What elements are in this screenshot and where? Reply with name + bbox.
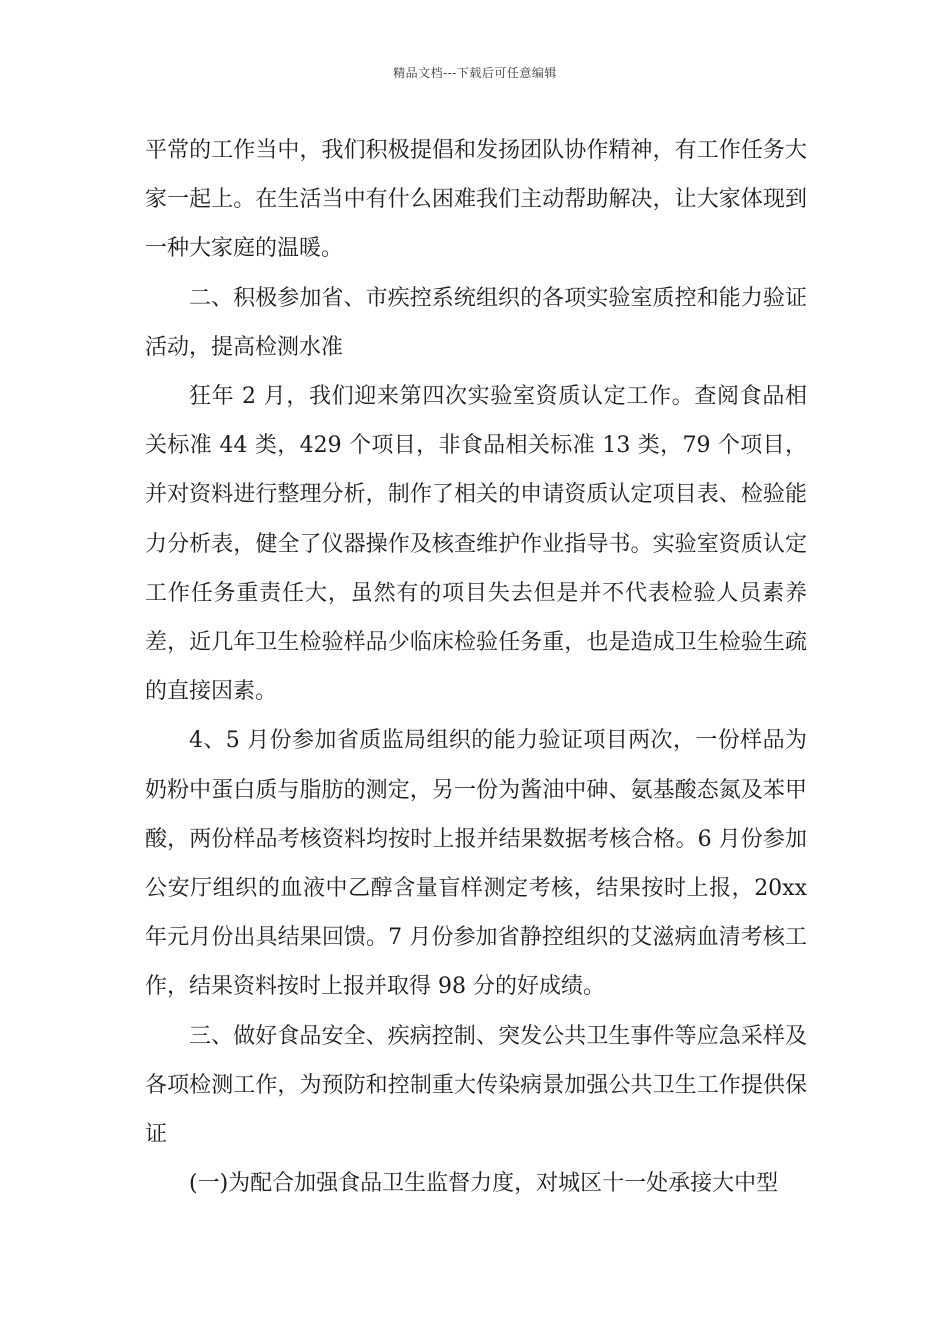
section-heading: 三、做好食品安全、疾病控制、突发公共卫生事件等应急采样及各项检测工作，为预防和控制重大传染病景加强公共卫生工作提供保证 [145, 1023, 807, 1148]
page-header: 精品文档---下载后可任意编辑 [393, 66, 557, 80]
paragraph: 4、5 月份参加省质监局组织的能力验证项目两次，一份样品为奶粉中蛋白质与脂肪的测定，另一份为酱油中砷、氨基酸态氮及苯甲酸，两份样品考核资料均按时上报并结果数据考核合格。6 月份参加公安厅组织的血液中乙醇含量盲样测定考核，结果按时上报，20xx 年元月份出具结果回馈。7 月份参加省静控组织的艾滋病血清考核工作，结果资料按时上报并取得 98 分的好成绩。 [145, 728, 807, 1000]
paragraph: 狂年 2 月，我们迎来第四次实验室资质认定工作。查阅食品相关标准 44 类，429 个项目，非食品相关标准 13 类，79 个项目，并对资料进行整理分析，制作了相关的申请资质认定项目表、检验能力分析表，健全了仪器操作及核查维护作业指导书。实验室资质认定工作任务重责任大，虽然有的项目失去但是并不代表检验人员素养差，近几年卫生检验样品少临床检验任务重，也是造成卫生检验生疏的直接因素。 [145, 384, 807, 705]
section-heading: 二、积极参加省、市疾控系统组织的各项实验室质控和能力验证活动，提高检测水准 [145, 285, 807, 360]
document-body [145, 126, 807, 1208]
paragraph: 平常的工作当中，我们积极提倡和发扬团队协作精神，有工作任务大家一起上。在生活当中有什么困难我们主动帮助解决，让大家体现到一种大家庭的温暖。 [145, 138, 807, 262]
paragraph: (一)为配合加强食品卫生监督力度，对城区十一处承接大中型 [189, 1171, 779, 1197]
